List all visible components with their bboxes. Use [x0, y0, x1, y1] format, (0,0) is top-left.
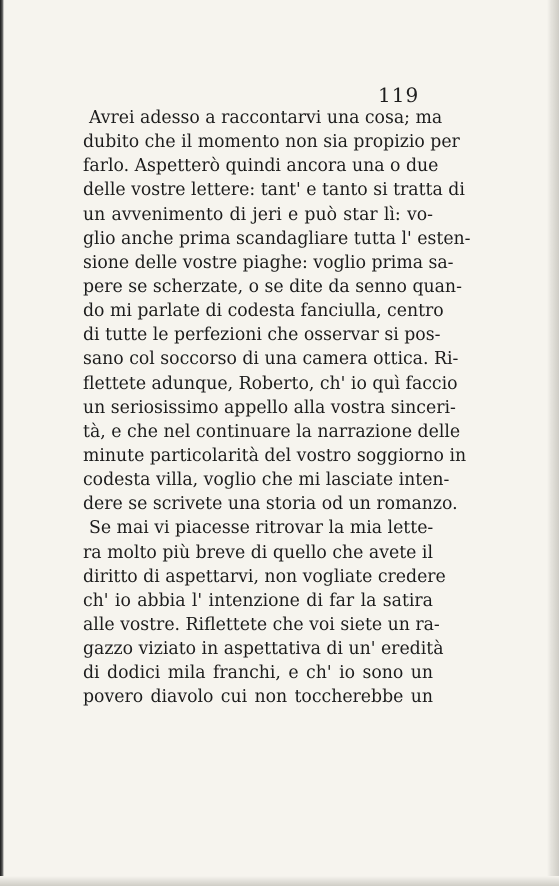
- text-line: alle vostre. Riflettete che voi siete un ra-: [83, 614, 440, 635]
- text-line: ra molto più breve di quello che avete il: [83, 542, 433, 563]
- text-line: glio anche prima scandagliare tutta l' esten-: [83, 228, 471, 249]
- text-line: di tutte le perfezioni che osservar si pos-: [83, 325, 441, 346]
- text-line: ch' io abbia l' intenzione di far la satira: [83, 590, 433, 611]
- text-line: diritto di aspettarvi, non vogliate credere: [83, 566, 446, 587]
- body-text: [83, 106, 471, 710]
- page-bottom-shadow: [0, 876, 559, 886]
- text-line: delle vostre lettere: tant' e tanto si tratta di: [83, 180, 465, 201]
- page-right-shadow: [547, 0, 559, 886]
- text-line: do mi parlate di codesta fanciulla, centro: [83, 301, 444, 322]
- text-line: dubito che il momento non sia propizio per: [83, 132, 460, 153]
- page-binding-edge: [0, 0, 4, 886]
- text-line: un seriosissimo appello alla vostra sinceri-: [83, 397, 456, 418]
- text-line: flettete adunque, Roberto, ch' io quì faccio: [83, 373, 458, 394]
- text-line: Avrei adesso a raccontarvi una cosa; ma: [89, 108, 443, 128]
- text-line: codesta villa, voglio che mi lasciate inten-: [83, 470, 450, 491]
- text-line: gazzo viziato in aspettativa di un' eredità: [83, 639, 444, 660]
- paragraph-2: [83, 516, 446, 709]
- text-line: tà, e che nel continuare la narrazione delle: [83, 421, 461, 442]
- text-line: dere se scrivete una storia od un romanzo.: [83, 494, 458, 515]
- text-line: di dodici mila franchi, e ch' io sono un: [83, 663, 433, 684]
- text-line: pere se scherzate, o se dite da senno quan-: [83, 276, 462, 297]
- text-line: farlo. Aspetterò quindi ancora una o due: [83, 156, 439, 177]
- text-line: sione delle vostre piaghe: voglio prima sa-: [83, 252, 454, 273]
- text-line: povero diavolo cui non toccherebbe un: [83, 687, 433, 708]
- text-line: Se mai vi piacesse ritrovar la mia lette-: [89, 518, 434, 539]
- text-line: minute particolarità del vostro soggiorno in: [83, 445, 467, 466]
- paragraph-1: [83, 106, 471, 516]
- text-line: un avvenimento di jeri e può star lì: vo-: [83, 204, 433, 225]
- text-line: sano col soccorso di una camera ottica. Ri-: [83, 349, 459, 370]
- page-number: 119: [378, 83, 420, 107]
